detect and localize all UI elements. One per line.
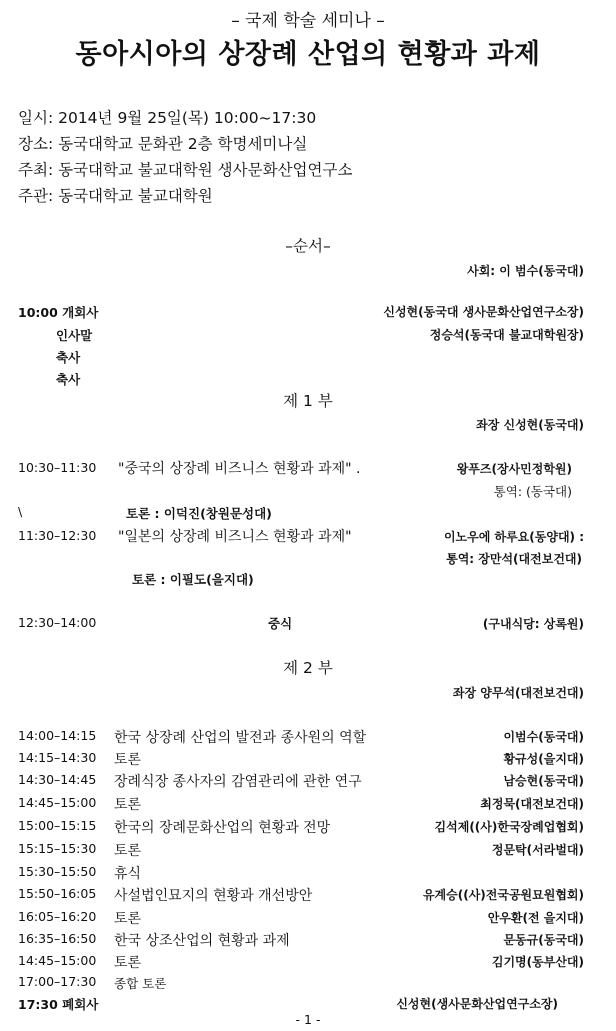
session2-interpreter: 통역: 장만석(대전보건대) <box>446 552 582 566</box>
part1-heading: 제 1 부 <box>283 392 333 410</box>
row-title: 한국 상조산업의 현황과 과제 <box>114 933 290 949</box>
lunch-time: 12:30–14:00 <box>18 615 97 630</box>
congrats-label-1: 축사 <box>56 350 81 365</box>
session2-speaker: 이노우에 하루요(동양대) : <box>443 530 584 544</box>
session2-title: "일본의 상장례 비즈니스 현황과 과제" <box>118 529 352 545</box>
row-time: 15:00–15:15 <box>18 818 97 833</box>
row-person: 황규성(을지대) <box>503 752 584 766</box>
row-title: 토론 <box>114 797 142 813</box>
part2-heading: 제 2 부 <box>283 659 333 677</box>
moderator: 사회: 이 범수(동국대) <box>467 264 584 278</box>
session1-title: "중국의 상장례 비즈니스 현황과 과제" . <box>118 461 361 477</box>
session1-speaker: 왕푸즈(장사민정학원) <box>456 462 572 476</box>
seminar-title: 동아시아의 상장례 산업의 현황과 과제 <box>75 39 541 70</box>
session1-discussant: 토론 : 이덕진(창원문성대) <box>126 506 272 521</box>
row-title: 토론 <box>114 911 142 927</box>
info-organizer: 주관: 동국대학교 불교대학원 <box>18 187 213 205</box>
lunch-place: (구내식당: 상록원) <box>482 617 584 631</box>
row-time: 15:30–15:50 <box>18 864 97 879</box>
row-time: 14:45–15:00 <box>18 953 97 968</box>
closing-speaker: 신성현(생사문화산업연구소장) <box>396 997 558 1011</box>
session1-time: 10:30–11:30 <box>18 460 97 475</box>
part2-chair: 좌장 양무석(대전보건대) <box>452 686 584 700</box>
greeting-label: 인사말 <box>56 328 93 343</box>
row-person: 안우환(전 을지대) <box>487 911 584 925</box>
row-person: 최정묵(대전보건대) <box>480 797 584 811</box>
row-time: 14:15–14:30 <box>18 750 97 765</box>
opening-time: 10:00 개회사 <box>18 305 99 320</box>
page-number: - 1 - <box>295 1012 321 1027</box>
lunch-label: 중식 <box>268 616 293 631</box>
row-title: 장례식장 종사자의 감염관리에 관한 연구 <box>114 774 362 790</box>
row-time: 16:35–16:50 <box>18 931 97 946</box>
part1-chair: 좌장 신성현(동국대) <box>476 418 584 432</box>
session1-interpreter: 통역: (동국대) <box>493 484 572 499</box>
greeting-speaker: 정승석(동국대 불교대학원장) <box>429 328 584 342</box>
row-time: 14:45–15:00 <box>18 795 97 810</box>
session2-discussant: 토론 : 이필도(을지대) <box>132 572 254 587</box>
row-title: 토론 <box>114 955 142 971</box>
row-person: 유계승((사)전국공원묘원협회) <box>422 888 584 902</box>
row-time: 14:00–14:15 <box>18 728 97 743</box>
info-place: 장소: 동국대학교 문화관 2층 학명세미나실 <box>18 135 308 153</box>
row-person: 김기명(동부산대) <box>491 955 584 969</box>
info-date: 일시: 2014년 9월 25일(목) 10:00~17:30 <box>18 109 317 127</box>
row-title: 토론 <box>114 843 142 859</box>
row-title: 휴식 <box>114 866 142 882</box>
row-person: 김석제((사)한국장례업협회) <box>434 820 584 834</box>
row-person: 정문탁(서라벌대) <box>491 843 584 857</box>
opening-speaker: 신성현(동국대 생사문화산업연구소장) <box>383 305 584 319</box>
seminar-subtitle: – 국제 학술 세미나 – <box>231 11 385 31</box>
stray-backslash: \ <box>18 504 23 519</box>
row-time: 15:15–15:30 <box>18 841 97 856</box>
row-time: 15:50–16:05 <box>18 886 97 901</box>
row-time: 17:00–17:30 <box>18 974 97 989</box>
row-person: 남승현(동국대) <box>503 774 584 788</box>
row-title: 토론 <box>114 752 142 768</box>
closing-time: 17:30 폐회사 <box>18 997 99 1012</box>
congrats-label-2: 축사 <box>56 372 81 387</box>
session2-time: 11:30–12:30 <box>18 528 97 543</box>
row-title: 사설법인묘지의 현황과 개선방안 <box>114 888 313 904</box>
order-heading: –순서– <box>285 237 331 255</box>
row-time: 16:05–16:20 <box>18 909 97 924</box>
row-title: 종합 토론 <box>114 976 167 991</box>
row-title: 한국의 장례문화산업의 현황과 전망 <box>114 820 331 836</box>
row-person: 이범수(동국대) <box>503 730 584 744</box>
row-time: 14:30–14:45 <box>18 772 97 787</box>
info-host: 주최: 동국대학교 불교대학원 생사문화산업연구소 <box>18 161 353 179</box>
row-person: 문동규(동국대) <box>503 933 584 947</box>
row-title: 한국 상장례 산업의 발전과 종사원의 역할 <box>114 730 367 746</box>
